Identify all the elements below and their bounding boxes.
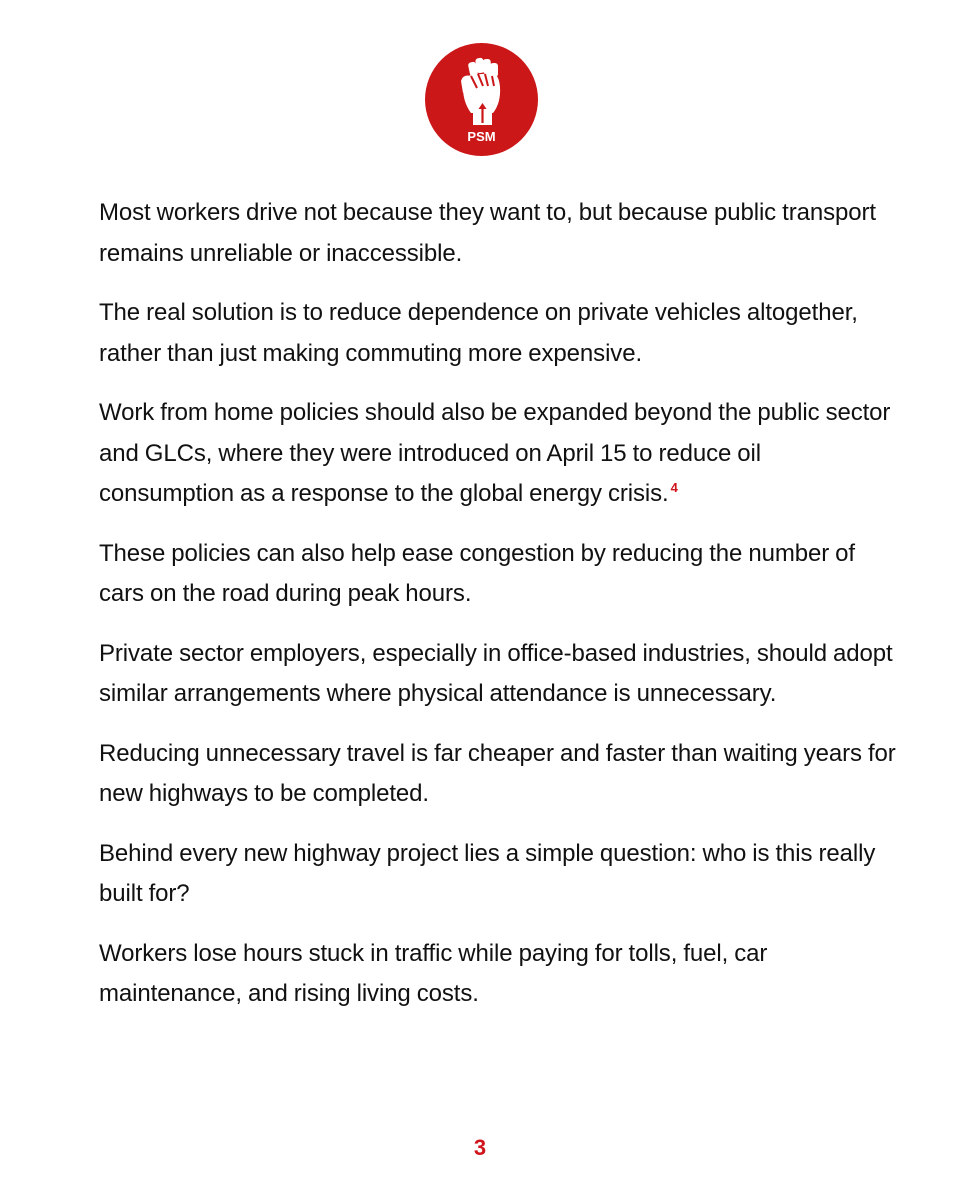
paragraph-text: Reducing unnecessary travel is far cheaper and faster than waiting years for new highways to be completed. [99,739,896,807]
raised-fist-icon [425,43,538,156]
page-number: 3 [473,1135,487,1160]
article-body [99,193,899,1034]
paragraph-text: Workers lose hours stuck in traffic while paying for tolls, fuel, car maintenance, and rising living costs. [99,939,768,1007]
paragraph-text: Private sector employers, especially in office-based industries, should adopt similar arrangements where physical attendance is unnecessary. [99,639,893,707]
paragraph-text: Most workers drive not because they want to, but because public transport remains unreliable or inaccessible. [99,199,876,267]
paragraph [99,534,899,615]
paragraph-text: The real solution is to reduce dependence on private vehicles altogether, rather than just making commuting more expensive. [99,299,858,367]
psm-logo [425,43,538,156]
footnote-reference[interactable]: 4 [670,480,678,495]
paragraph-text: These policies can also help ease congestion by reducing the number of cars on the road during peak hours. [99,539,855,607]
paragraph [99,634,899,715]
paragraph [99,393,899,515]
paragraph-text: Work from home policies should also be expanded beyond the public sector and GLCs, where they were introduced on April 15 to reduce oil consumption as a response to the global energy crisis. [99,399,891,507]
paragraph [99,193,899,274]
paragraph [99,934,899,1015]
paragraph [99,293,899,374]
paragraph-text: Behind every new highway project lies a simple question: who is this really built for? [99,839,876,907]
paragraph [99,734,899,815]
logo-label: PSM [467,129,496,144]
paragraph [99,834,899,915]
